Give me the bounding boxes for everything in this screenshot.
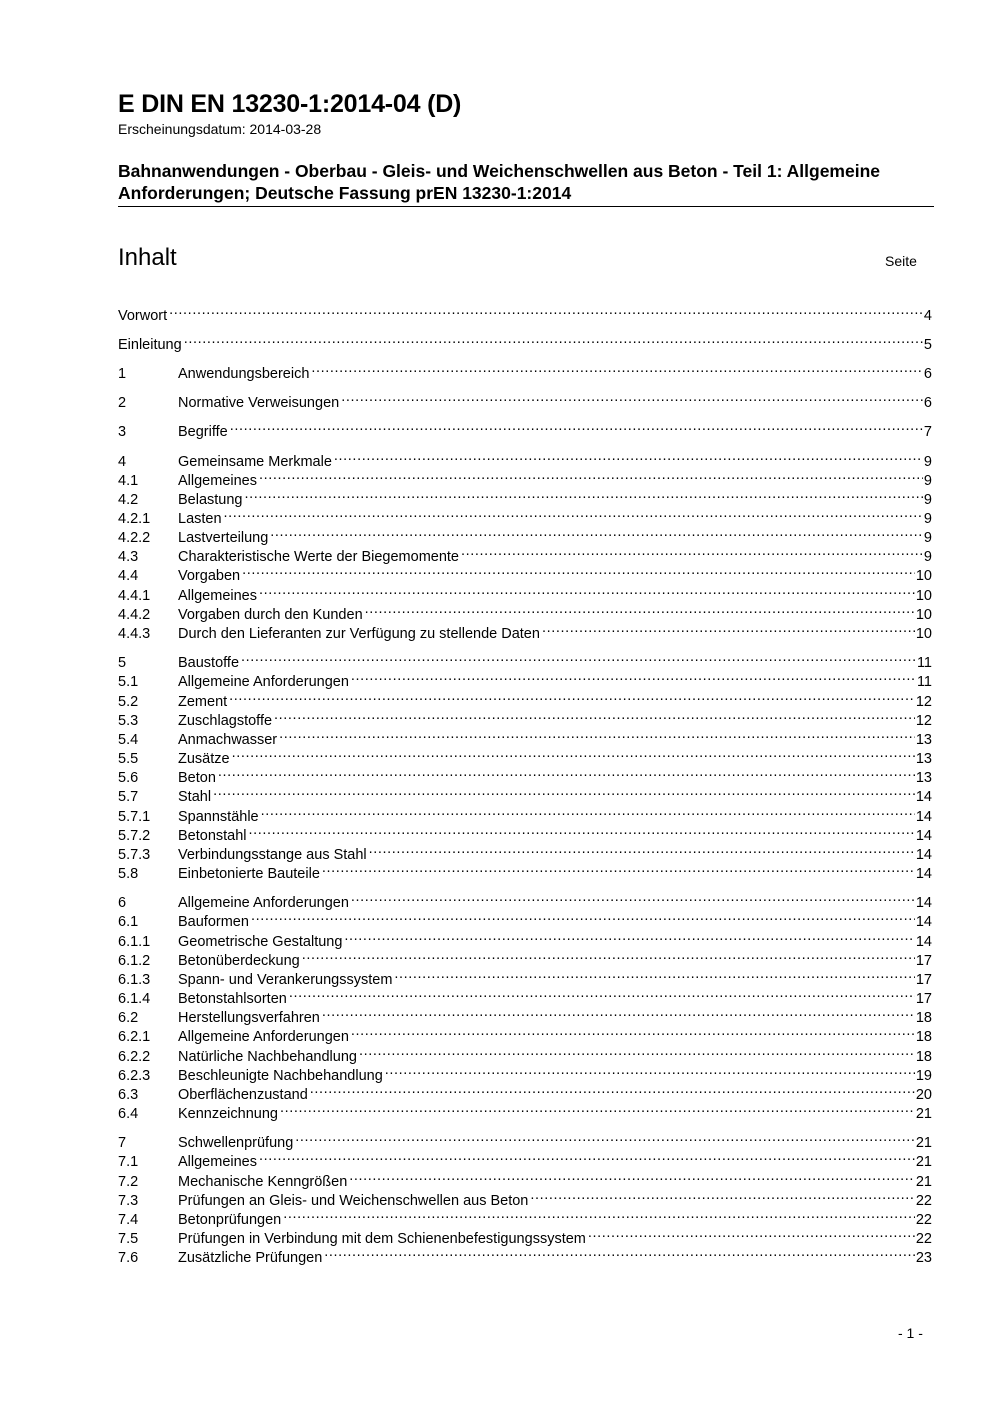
toc-entry-page: 10	[915, 607, 932, 623]
toc-dot-leader	[295, 1128, 915, 1147]
toc-entry-page: 9	[923, 549, 932, 565]
toc-entry-title: Allgemeines	[178, 588, 257, 604]
toc-dot-leader	[365, 600, 915, 619]
toc-entry[interactable]	[118, 417, 932, 440]
toc-entry-title: Charakteristische Werte der Biegemomente	[178, 549, 459, 565]
toc-entry-title: Einleitung	[118, 337, 182, 353]
toc-entry-page: 21	[915, 1106, 932, 1122]
toc-entry-number: 6.2.1	[118, 1029, 151, 1045]
toc-dot-leader	[230, 417, 923, 436]
toc-entry-title: Betonstahlsorten	[178, 991, 287, 1007]
toc-entry[interactable]	[118, 359, 932, 382]
toc-entry-title: Anmachwasser	[178, 732, 278, 748]
toc-entry-number: 6.2	[118, 1010, 139, 1026]
toc-dot-leader	[169, 301, 923, 320]
toc-entry-title: Stahl	[178, 789, 212, 805]
toc-entry-title: Allgemeines	[178, 473, 257, 489]
toc-entry[interactable]	[118, 648, 932, 671]
toc-entry-title: Kennzeichnung	[178, 1106, 278, 1122]
toc-entry-title: Begriffe	[178, 424, 228, 440]
toc-entry-title: Oberflächenzustand	[178, 1087, 308, 1103]
toc-dot-leader	[279, 725, 915, 744]
toc-dot-leader	[218, 763, 915, 782]
toc-entry-number: 4	[118, 454, 127, 470]
toc-dot-leader	[251, 907, 915, 926]
toc-entry-page: 23	[915, 1250, 932, 1266]
toc-entry[interactable]	[118, 821, 932, 844]
toc-entry-page: 14	[915, 934, 932, 950]
toc-entry-title: Allgemeines	[178, 1154, 257, 1170]
document-subtitle: Bahnanwendungen - Oberbau - Gleis- und Weichenschwellen aus Beton - Teil 1: Allgemeine Anforderungen; Deutsche Fassung prEN 13230-1:2014	[118, 161, 881, 203]
toc-entry[interactable]	[118, 802, 932, 825]
toc-entry-title: Beschleunigte Nachbehandlung	[178, 1068, 383, 1084]
toc-entry-number: 4.3	[118, 549, 139, 565]
toc-entry-number: 5.8	[118, 866, 139, 882]
toc-entry-title: Allgemeine Anforderungen	[178, 674, 349, 690]
toc-entry-number: 5.1	[118, 674, 139, 690]
toc-entry[interactable]	[118, 581, 932, 604]
toc-dot-leader	[259, 1147, 915, 1166]
toc-dot-leader	[261, 802, 915, 821]
toc-entry[interactable]	[118, 1167, 932, 1190]
toc-entry-page: 10	[915, 626, 932, 642]
toc-entry[interactable]	[118, 1061, 932, 1084]
toc-entry-page: 21	[915, 1154, 932, 1170]
toc-entry-title: Verbindungsstange aus Stahl	[178, 847, 367, 863]
toc-dot-leader	[274, 706, 915, 725]
toc-dot-leader	[530, 1186, 914, 1205]
toc-entry-number: 4.4.1	[118, 588, 151, 604]
toc-entry[interactable]	[118, 1128, 932, 1151]
toc-entry[interactable]	[118, 763, 932, 786]
title-divider	[118, 206, 934, 207]
toc-entry-page: 14	[915, 866, 932, 882]
toc-entry-page: 14	[915, 895, 932, 911]
toc-dot-leader	[385, 1061, 915, 1080]
toc-dot-leader	[588, 1224, 915, 1243]
toc-dot-leader	[341, 388, 923, 407]
toc-entry-number: 4.4	[118, 568, 139, 584]
toc-entry-number: 4.2.1	[118, 511, 151, 527]
toc-entry[interactable]	[118, 907, 932, 930]
toc-entry[interactable]	[118, 388, 932, 411]
toc-dot-leader	[184, 330, 923, 349]
toc-entry-title: Normative Verweisungen	[178, 395, 340, 411]
toc-entry-number: 6.1.4	[118, 991, 151, 1007]
toc-dot-leader	[245, 485, 923, 504]
toc-entry[interactable]	[118, 1147, 932, 1170]
toc-entry[interactable]	[118, 1224, 932, 1247]
toc-entry-title: Zuschlagstoffe	[178, 713, 273, 729]
toc-dot-leader	[259, 466, 923, 485]
toc-entry-title: Einbetonierte Bauteile	[178, 866, 320, 882]
toc-dot-leader	[311, 359, 923, 378]
toc-dot-leader	[351, 888, 915, 907]
toc-dot-leader	[322, 859, 915, 878]
toc-dot-leader	[224, 504, 923, 523]
toc-dot-leader	[213, 782, 915, 801]
toc-entry-page: 10	[915, 568, 932, 584]
page-number: - 1 -	[898, 1325, 923, 1341]
toc-dot-leader	[542, 619, 915, 638]
toc-entry[interactable]	[118, 1080, 932, 1103]
toc-entry-page: 12	[915, 713, 932, 729]
toc-entry-page: 17	[915, 953, 932, 969]
toc-entry-number: 7.2	[118, 1174, 139, 1190]
toc-page-column-label: Seite	[885, 253, 917, 269]
toc-entry[interactable]	[118, 1186, 932, 1209]
toc-entry-page: 6	[923, 395, 932, 411]
toc-entry-page: 11	[916, 655, 932, 671]
toc-entry-number: 6.1.3	[118, 972, 151, 988]
toc-entry-number: 6.3	[118, 1087, 139, 1103]
toc-entry-page: 17	[915, 972, 932, 988]
toc-entry[interactable]	[118, 485, 932, 508]
toc-entry-title: Betonüberdeckung	[178, 953, 300, 969]
toc-entry-title: Betonprüfungen	[178, 1212, 282, 1228]
toc-entry-title: Schwellenprüfung	[178, 1135, 294, 1151]
toc-entry-number: 5.7	[118, 789, 139, 805]
toc-entry-page: 19	[915, 1068, 932, 1084]
toc-entry[interactable]	[118, 984, 932, 1007]
toc-entry[interactable]	[118, 1042, 932, 1065]
toc-dot-leader	[322, 1003, 915, 1022]
toc-entry[interactable]	[118, 667, 932, 690]
toc-entry-page: 12	[915, 694, 932, 710]
toc-entry-page: 6	[923, 366, 932, 382]
toc-entry-title: Zement	[178, 694, 228, 710]
toc-entry-page: 7	[923, 424, 932, 440]
toc-entry-page: 13	[915, 770, 932, 786]
toc-entry[interactable]	[118, 965, 932, 988]
toc-entry[interactable]	[118, 706, 932, 729]
toc-dot-leader	[369, 840, 915, 859]
toc-entry-number: 7	[118, 1135, 127, 1151]
toc-entry[interactable]	[118, 619, 932, 642]
toc-entry-title: Baustoffe	[178, 655, 240, 671]
toc-entry-number: 5.7.1	[118, 809, 151, 825]
toc-entry-number: 4.2	[118, 492, 139, 508]
toc-entry-page: 18	[915, 1029, 932, 1045]
toc-entry[interactable]	[118, 504, 932, 527]
toc-entry-page: 14	[915, 914, 932, 930]
toc-entry[interactable]	[118, 782, 932, 805]
document-title: E DIN EN 13230-1:2014-04 (D)	[118, 90, 462, 118]
toc-dot-leader	[241, 648, 916, 667]
toc-entry-number: 7.5	[118, 1231, 139, 1247]
toc-entry-title: Vorgaben durch den Kunden	[178, 607, 363, 623]
toc-entry-page: 14	[915, 847, 932, 863]
toc-entry-title: Vorwort	[118, 308, 168, 324]
toc-entry-page: 4	[923, 308, 932, 324]
toc-entry[interactable]	[118, 1003, 932, 1026]
toc-dot-leader	[394, 965, 914, 984]
toc-entry-page: 20	[915, 1087, 932, 1103]
toc-entry-title: Anwendungsbereich	[178, 366, 310, 382]
toc-entry[interactable]	[118, 888, 932, 911]
toc-entry-number: 5.5	[118, 751, 139, 767]
toc-entry-title: Prüfungen an Gleis- und Weichenschwellen aus Beton	[178, 1193, 529, 1209]
toc-entry-title: Zusätze	[178, 751, 230, 767]
toc-entry-page: 14	[915, 828, 932, 844]
toc-entry-page: 9	[923, 454, 932, 470]
toc-entry-page: 14	[915, 789, 932, 805]
toc-entry-title: Spann- und Verankerungssystem	[178, 972, 393, 988]
toc-entry-number: 5.7.3	[118, 847, 151, 863]
toc-entry-page: 22	[915, 1212, 932, 1228]
publication-date: Erscheinungsdatum: 2014-03-28	[118, 121, 322, 137]
toc-dot-leader	[310, 1080, 915, 1099]
toc-entry-title: Allgemeine Anforderungen	[178, 895, 349, 911]
toc-entry-number: 7.1	[118, 1154, 139, 1170]
toc-entry-number: 5	[118, 655, 127, 671]
toc-entry[interactable]	[118, 859, 932, 882]
toc-dot-leader	[280, 1099, 915, 1118]
toc-entry[interactable]	[118, 725, 932, 748]
toc-dot-leader	[349, 1167, 915, 1186]
toc-entry[interactable]	[118, 561, 932, 584]
toc-entry-number: 6.1	[118, 914, 139, 930]
toc-entry-number: 1	[118, 366, 127, 382]
toc-entry-page: 5	[923, 337, 932, 353]
toc-entry-page: 11	[916, 674, 932, 690]
toc-entry-title: Vorgaben	[178, 568, 241, 584]
toc-entry-title: Allgemeine Anforderungen	[178, 1029, 349, 1045]
toc-entry-number: 4.4.2	[118, 607, 151, 623]
toc-entry[interactable]	[118, 447, 932, 470]
toc-dot-leader	[359, 1042, 915, 1061]
toc-entry-number: 4.1	[118, 473, 139, 489]
toc-entry-title: Belastung	[178, 492, 243, 508]
toc-entry-number: 3	[118, 424, 127, 440]
toc-entry-title: Prüfungen in Verbindung mit dem Schienenbefestigungssystem	[178, 1231, 586, 1247]
toc-entry-title: Gemeinsame Merkmale	[178, 454, 332, 470]
toc-heading: Inhalt	[118, 244, 177, 271]
toc-entry-title: Betonstahl	[178, 828, 247, 844]
toc-dot-leader	[302, 946, 915, 965]
toc-entry-title: Natürliche Nachbehandlung	[178, 1049, 357, 1065]
toc-entry-page: 21	[915, 1174, 932, 1190]
toc-dot-leader	[461, 542, 923, 561]
toc-entry-number: 4.4.3	[118, 626, 151, 642]
toc-entry-title: Bauformen	[178, 914, 249, 930]
toc-entry[interactable]	[118, 927, 932, 950]
toc-entry-number: 6.4	[118, 1106, 139, 1122]
toc-entry[interactable]	[118, 542, 932, 565]
toc-entry-page: 9	[923, 511, 932, 527]
toc-entry[interactable]	[118, 523, 932, 546]
toc-entry[interactable]	[118, 840, 932, 863]
toc-dot-leader	[270, 523, 923, 542]
toc-entry[interactable]	[118, 600, 932, 623]
toc-entry-number: 6.2.3	[118, 1068, 151, 1084]
toc-entry-page: 13	[915, 732, 932, 748]
toc-entry-title: Geometrische Gestaltung	[178, 934, 343, 950]
toc-entry-number: 5.2	[118, 694, 139, 710]
toc-entry-title: Durch den Lieferanten zur Verfügung zu stellende Daten	[178, 626, 540, 642]
toc-entry-number: 6.1.2	[118, 953, 151, 969]
toc-dot-leader	[283, 1205, 915, 1224]
toc-entry-title: Zusätzliche Prüfungen	[178, 1250, 323, 1266]
toc-dot-leader	[334, 447, 923, 466]
toc-entry[interactable]	[118, 946, 932, 969]
toc-entry-number: 4.2.2	[118, 530, 151, 546]
toc-dot-leader	[242, 561, 915, 580]
toc-entry-number: 6	[118, 895, 127, 911]
toc-entry[interactable]	[118, 1205, 932, 1228]
toc-entry[interactable]	[118, 744, 932, 767]
toc-entry-number: 7.3	[118, 1193, 139, 1209]
toc-entry-title: Mechanische Kenngrößen	[178, 1174, 348, 1190]
toc-entry[interactable]	[118, 330, 932, 353]
toc-entry-page: 9	[923, 492, 932, 508]
toc-entry-number: 7.6	[118, 1250, 139, 1266]
toc-entry-page: 9	[923, 530, 932, 546]
toc-entry-page: 21	[915, 1135, 932, 1151]
toc-dot-leader	[289, 984, 915, 1003]
toc-entry-title: Herstellungsverfahren	[178, 1010, 320, 1026]
toc-entry-number: 7.4	[118, 1212, 139, 1228]
toc-entry-title: Beton	[178, 770, 216, 786]
toc-entry-page: 10	[915, 588, 932, 604]
toc-dot-leader	[249, 821, 915, 840]
toc-entry-number: 2	[118, 395, 127, 411]
toc-entry-number: 5.4	[118, 732, 139, 748]
toc-entry-page: 9	[923, 473, 932, 489]
toc-entry-page: 13	[915, 751, 932, 767]
toc-entry[interactable]	[118, 1099, 932, 1122]
toc-dot-leader	[324, 1243, 915, 1262]
toc-entry-title: Spannstähle	[178, 809, 259, 825]
toc-dot-leader	[259, 581, 915, 600]
toc-entry-title: Lasten	[178, 511, 222, 527]
toc-entry-page: 14	[915, 809, 932, 825]
toc-entry[interactable]	[118, 1022, 932, 1045]
toc-entry-page: 18	[915, 1049, 932, 1065]
toc-entry[interactable]	[118, 1243, 932, 1266]
toc-entry-page: 17	[915, 991, 932, 1007]
toc-entry[interactable]	[118, 301, 932, 324]
toc-entry-number: 5.3	[118, 713, 139, 729]
toc-entry-number: 5.7.2	[118, 828, 151, 844]
toc-entry-number: 6.1.1	[118, 934, 151, 950]
toc-entry-title: Lastverteilung	[178, 530, 269, 546]
toc-dot-leader	[232, 744, 915, 763]
toc-dot-leader	[344, 927, 914, 946]
toc-entry-page: 18	[915, 1010, 932, 1026]
toc-entry-page: 22	[915, 1231, 932, 1247]
toc-dot-leader	[351, 667, 916, 686]
toc-dot-leader	[229, 687, 915, 706]
toc-entry[interactable]	[118, 466, 932, 489]
toc-entry-number: 5.6	[118, 770, 139, 786]
toc-entry-number: 6.2.2	[118, 1049, 151, 1065]
toc-dot-leader	[351, 1022, 915, 1041]
toc-entry-page: 22	[915, 1193, 932, 1209]
toc-entry[interactable]	[118, 687, 932, 710]
